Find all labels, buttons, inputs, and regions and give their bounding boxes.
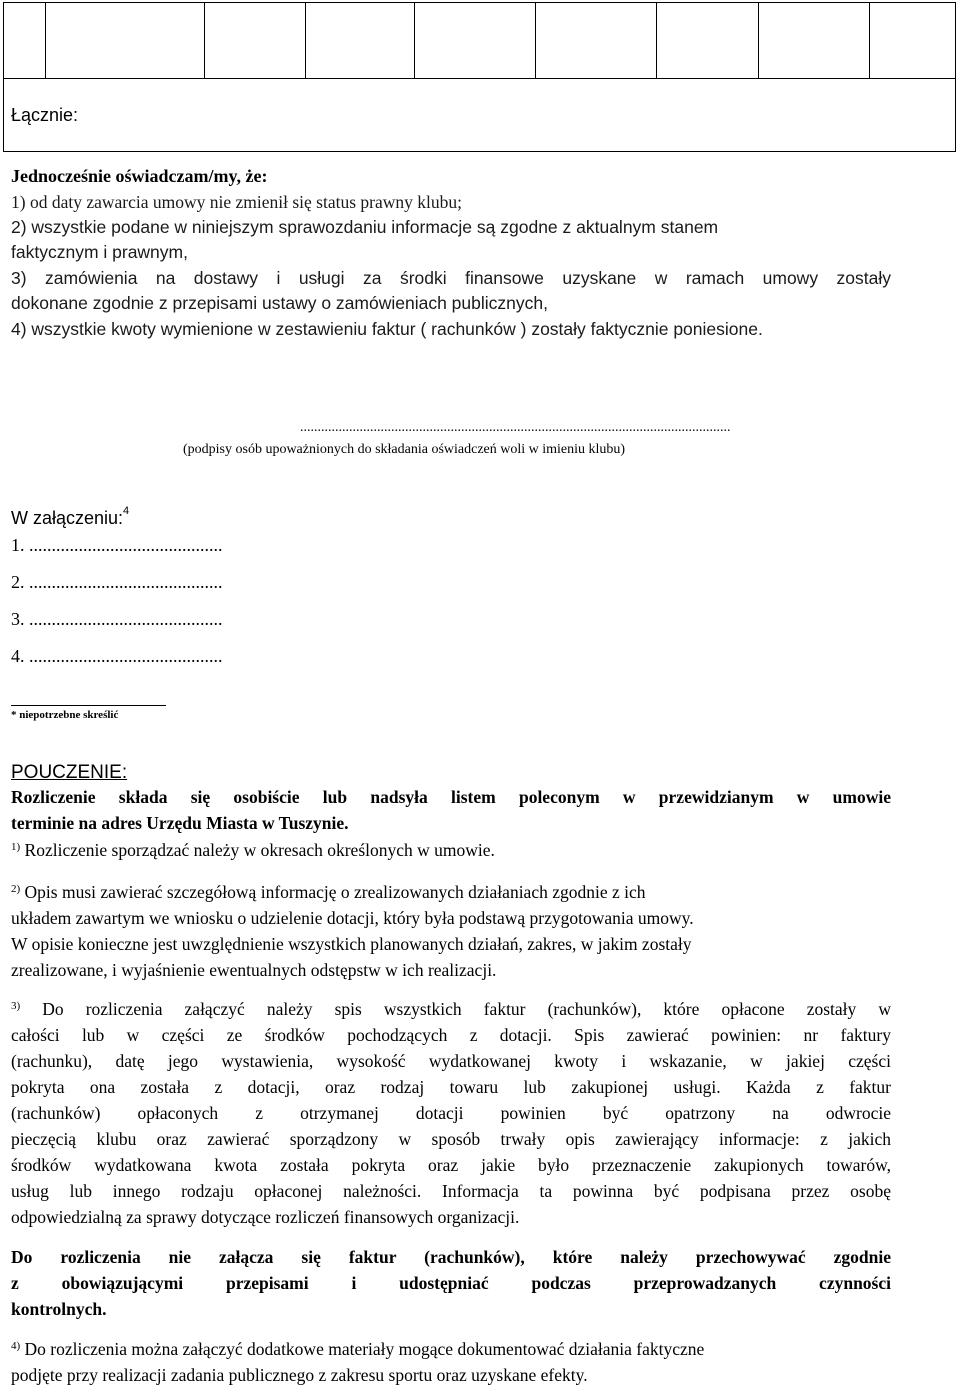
note-3-line-4: pokryta ona została z dotacji, oraz rodzaj towaru lub zakupionej usługi. Każda z faktur (11, 1077, 891, 1097)
attachment-item-2: 2. ........................................... (11, 572, 223, 592)
instructions-bold-line-1: Rozliczenie składa się osobiście lub nadsyła listem poleconym w przewidzianym w umowie (11, 787, 891, 807)
attachment-item-3: 3. ........................................... (11, 609, 223, 629)
table-cell (657, 3, 759, 79)
table-cell (46, 3, 205, 79)
note-2-sup: 2) (11, 883, 21, 895)
note-3-line-5: (rachunków) opłaconych z otrzymanej dotacji powinien być opatrzony na odwrocie (11, 1103, 891, 1123)
note-2-line-3: W opisie konieczne jest uwzględnienie wszystkich planowanych działań, zakres, w jakim zostały (11, 934, 692, 954)
attachments-label-text: W załączeniu: (11, 508, 124, 528)
note-3-line-9: odpowiedzialną za sprawy dotyczące rozliczeń finansowych organizacji. (11, 1207, 520, 1227)
instructions-bold-line-2: terminie na adres Urzędu Miasta w Tuszynie. (11, 813, 349, 833)
summary-table (3, 2, 956, 152)
note-2-line-1: Opis musi zawierać szczegółową informację o zrealizowanych działaniach zgodnie z ich (20, 882, 646, 902)
declaration-line-3: faktycznym i prawnym, (11, 242, 188, 262)
note-3 (11, 996, 891, 1230)
table-cell (4, 3, 46, 79)
bold-paragraph-line-3: kontrolnych. (11, 1299, 107, 1319)
note-3-line-8: usług lub innego rodzaju opłaconej należności. Informacja ta powinna być podpisana przez osobę (11, 1181, 891, 1201)
declaration-line-6: 4) wszystkie kwoty wymienione w zestawieniu faktur ( rachunków ) zostały faktycznie poniesione. (11, 319, 763, 339)
total-label: Łącznie: (4, 79, 956, 152)
declaration-heading: Jednocześnie oświadczam/my, że: (11, 166, 268, 186)
table-row (4, 79, 956, 152)
table-cell (306, 3, 415, 79)
note-3-line-1: Do rozliczenia załączyć należy spis wszystkich faktur (rachunków), które opłacone zostały w (20, 999, 891, 1019)
note-3-sup: 3) (11, 1000, 21, 1012)
attachment-item-1: 1. ........................................... (11, 535, 223, 555)
note-3-line-3: (rachunku), datę jego wystawienia, wysokość wydatkowanej kwoty i wskazanie, w jakiej części (11, 1051, 891, 1071)
note-2 (11, 879, 694, 983)
table-row (4, 3, 956, 79)
table-cell (870, 3, 956, 79)
bold-paragraph-line-1: Do rozliczenia nie załącza się faktur (rachunków), które należy przechowywać zgodnie (11, 1247, 891, 1267)
attachments-label (11, 505, 130, 529)
note-3-line-7: środków wydatkowana kwota została pokryta oraz jakie było przeznaczenie zakupionych towarów, (11, 1155, 891, 1175)
signature-caption: (podpisy osób upoważnionych do składania oświadczeń woli w imieniu klubu) (183, 442, 626, 457)
signature-dots: ........................................................................................................................... (300, 420, 731, 435)
note-2-line-2: układem zawartym we wniosku o udzielenie dotacji, który była podstawą przygotowania umowy. (11, 908, 694, 928)
note-1-text: Rozliczenie sporządzać należy w okresach określonych w umowie. (20, 840, 495, 860)
declaration-line-4: 3) zamówienia na dostawy i usługi za środki finansowe uzyskane w ramach umowy zostały (11, 268, 891, 288)
note-1-sup: 1) (11, 841, 21, 853)
note-4-line-1: Do rozliczenia można załączyć dodatkowe materiały mogące dokumentować działania faktyczne (20, 1339, 705, 1359)
attachments-sup: 4 (123, 505, 130, 517)
table-cell (536, 3, 657, 79)
note-3-line-6: pieczęcią klubu oraz zawierać sporządzony w sposób trwały opis zawierający informacje: z jakich (11, 1129, 891, 1149)
note-3-line-2: całości lub w części ze środków pochodzących z dotacji. Spis zawierać powinien: nr faktury (11, 1025, 891, 1045)
bold-paragraph-line-2: z obowiązującymi przepisami i udostępniać podczas przeprowadzanych czynności (11, 1273, 891, 1293)
instructions-heading: POUCZENIE: (11, 762, 128, 783)
declaration-line-1: 1) od daty zawarcia umowy nie zmienił się status prawny klubu; (11, 192, 462, 212)
note-4 (11, 1336, 704, 1388)
table-cell (759, 3, 870, 79)
attachment-item-4: 4. ........................................... (11, 646, 223, 666)
footnote-text: * niepotrzebne skreślić (11, 709, 119, 721)
note-4-sup: 4) (11, 1340, 21, 1352)
table-cell (205, 3, 306, 79)
note-2-line-4: zrealizowane, i wyjaśnienie ewentualnych odstępstw w ich realizacji. (11, 960, 497, 980)
declaration-line-5: dokonane zgodnie z przepisami ustawy o zamówieniach publicznych, (11, 293, 548, 313)
footnote-rule (11, 705, 166, 706)
declaration-line-2: 2) wszystkie podane w niniejszym sprawozdaniu informacje są zgodne z aktualnym stanem (11, 217, 719, 237)
note-1 (11, 837, 495, 863)
bold-paragraph (11, 1244, 891, 1322)
table-cell (415, 3, 536, 79)
note-4-line-2: podjęte przy realizacji zadania publicznego z zakresu sportu oraz uzyskane efekty. (11, 1365, 588, 1385)
